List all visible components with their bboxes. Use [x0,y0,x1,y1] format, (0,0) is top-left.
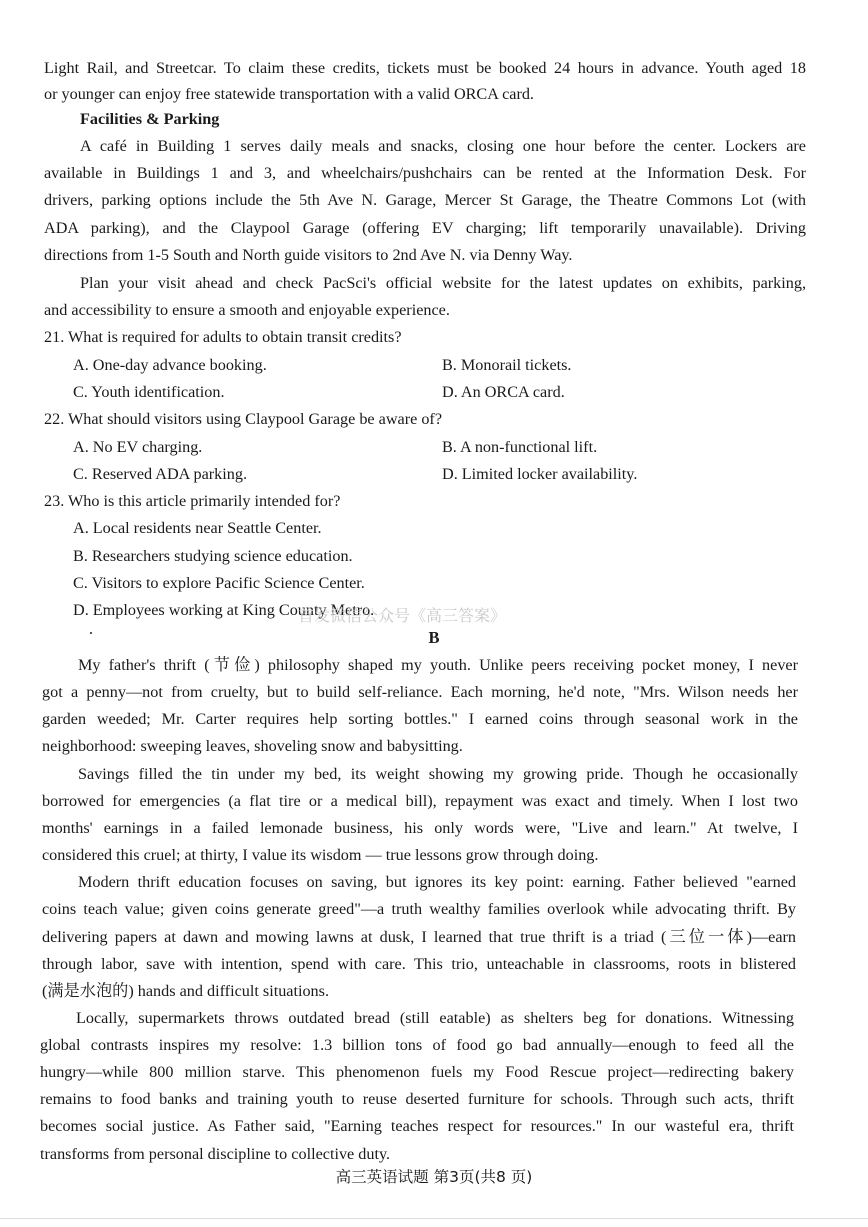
passage-b-p3-line: through labor, save with intention, spend with care. This trio, unteachable in classrooms, roots in blistered [42,955,796,973]
q21-option-d: D. An ORCA card. [442,383,565,401]
passage-b-p2-line: months' earnings in a failed lemonade business, his only words were, "Live and learn." At twelve, I [42,819,798,837]
passage-b-p1-line: My father's thrift (节俭) philosophy shaped my youth. Unlike peers receiving pocket money, I never [78,656,798,674]
passage-b-p3-line: coins teach value; given coins generate greed"—a truth wealthy families overlook while advocating thrift. By [42,900,796,918]
passage-b-p4-line: transforms from personal discipline to collective duty. [40,1145,391,1163]
q23-option-b: B. Researchers studying science education. [73,547,353,565]
q21-option-c: C. Youth identification. [73,383,225,401]
facilities-line: ADA parking), and the Claypool Garage (offering EV charging; lift temporarily unavailable). Driving [44,219,806,237]
question-22-stem: 22. What should visitors using Claypool Garage be aware of? [44,410,443,428]
q21-option-b: B. Monorail tickets. [442,356,572,374]
passage-b-p4-line: global contrasts inspires my resolve: 1.3 billion tons of food go bad annually—enough to feed all the [40,1036,794,1054]
question-21-stem: 21. What is required for adults to obtain transit credits? [44,328,402,346]
q22-option-a: A. No EV charging. [73,438,203,456]
q23-option-a: A. Local residents near Seattle Center. [73,519,322,537]
page-footer: 高三英语试题 第3页(共8 页) [335,1168,533,1186]
passage-b-p1-line: got a penny—not from cruelty, but to build self-reliance. Each morning, he'd note, "Mrs. Wilson needs her [42,683,798,701]
passage-b-p2-line: Savings filled the tin under my bed, its weight showing my growing pride. Though he occasionally [78,765,798,783]
facilities-heading: Facilities & Parking [80,110,220,128]
q23-option-d: D. Employees working at King County Metro. [73,601,375,619]
section-b-title: B [428,628,440,647]
passage-b-p2-line: considered this cruel; at thirty, I value its wisdom — true lessons grow through doing. [42,846,599,864]
facilities-line: drivers, parking options include the 5th Ave N. Garage, Mercer St Garage, the Theatre Commons Lot (with [44,191,806,209]
passage-b-p4-line: becomes social justice. As Father said, "Earning teaches respect for resources." In our wasteful era, thrift [40,1117,794,1135]
facilities-line: available in Buildings 1 and 3, and wheelchairs/pushchairs can be rented at the Information Desk. For [44,164,806,182]
facilities-line: directions from 1-5 South and North guide visitors to 2nd Ave N. via Denny Way. [44,246,573,264]
passage-b-p1-line: garden weeded; Mr. Carter requires help sorting bottles." I earned coins through seasonal work in the [42,710,798,728]
passage-b-p2-line: borrowed for emergencies (a flat tire or a medical bill), repayment was exact and timely. When I lost two [42,792,798,810]
facilities-line: A café in Building 1 serves daily meals and snacks, closing one hour before the center. Lockers are [80,137,806,155]
plan-line: and accessibility to ensure a smooth and enjoyable experience. [44,301,450,319]
passage-b-p3-line: Modern thrift education focuses on saving, but ignores its key point: earning. Father believed "earned [78,873,796,891]
q22-option-d: D. Limited locker availability. [442,465,638,483]
passage-b-p3-line: delivering papers at dawn and mowing lawns at dusk, I learned that true thrift is a triad (三位一体)—earn [42,928,796,946]
passage-b-p3-line: (满是水泡的) hands and difficult situations. [42,982,329,1000]
passage-b-p4-line: hungry—while 800 million starve. This phenomenon fuels my Food Rescue project—redirecting bakery [40,1063,794,1081]
q22-option-c: C. Reserved ADA parking. [73,465,247,483]
bottom-edge [0,1218,868,1219]
q22-option-b: B. A non-functional lift. [442,438,598,456]
q21-option-a: A. One-day advance booking. [73,356,267,374]
plan-line: Plan your visit ahead and check PacSci's official website for the latest updates on exhibits, parking, [80,274,806,292]
watermark: 首发微信公众号《高三答案》 [298,606,507,625]
q23-option-c: C. Visitors to explore Pacific Science Center. [73,574,365,592]
question-23-stem: 23. Who is this article primarily intended for? [44,492,341,510]
passage-b-p4-line: Locally, supermarkets throws outdated bread (still eatable) as shelters beg for donations. Witnessing [76,1009,794,1027]
passage-b-p4-line: remains to food banks and training youth to reuse deserted furniture for schools. Through such acts, thrift [40,1090,794,1108]
passage-b-p1-line: neighborhood: sweeping leaves, shoveling snow and babysitting. [42,737,463,755]
passage-a-line: or younger can enjoy free statewide transportation with a valid ORCA card. [44,85,534,103]
passage-a-line: Light Rail, and Streetcar. To claim these credits, tickets must be booked 24 hours in advance. Youth aged 18 [44,59,806,77]
